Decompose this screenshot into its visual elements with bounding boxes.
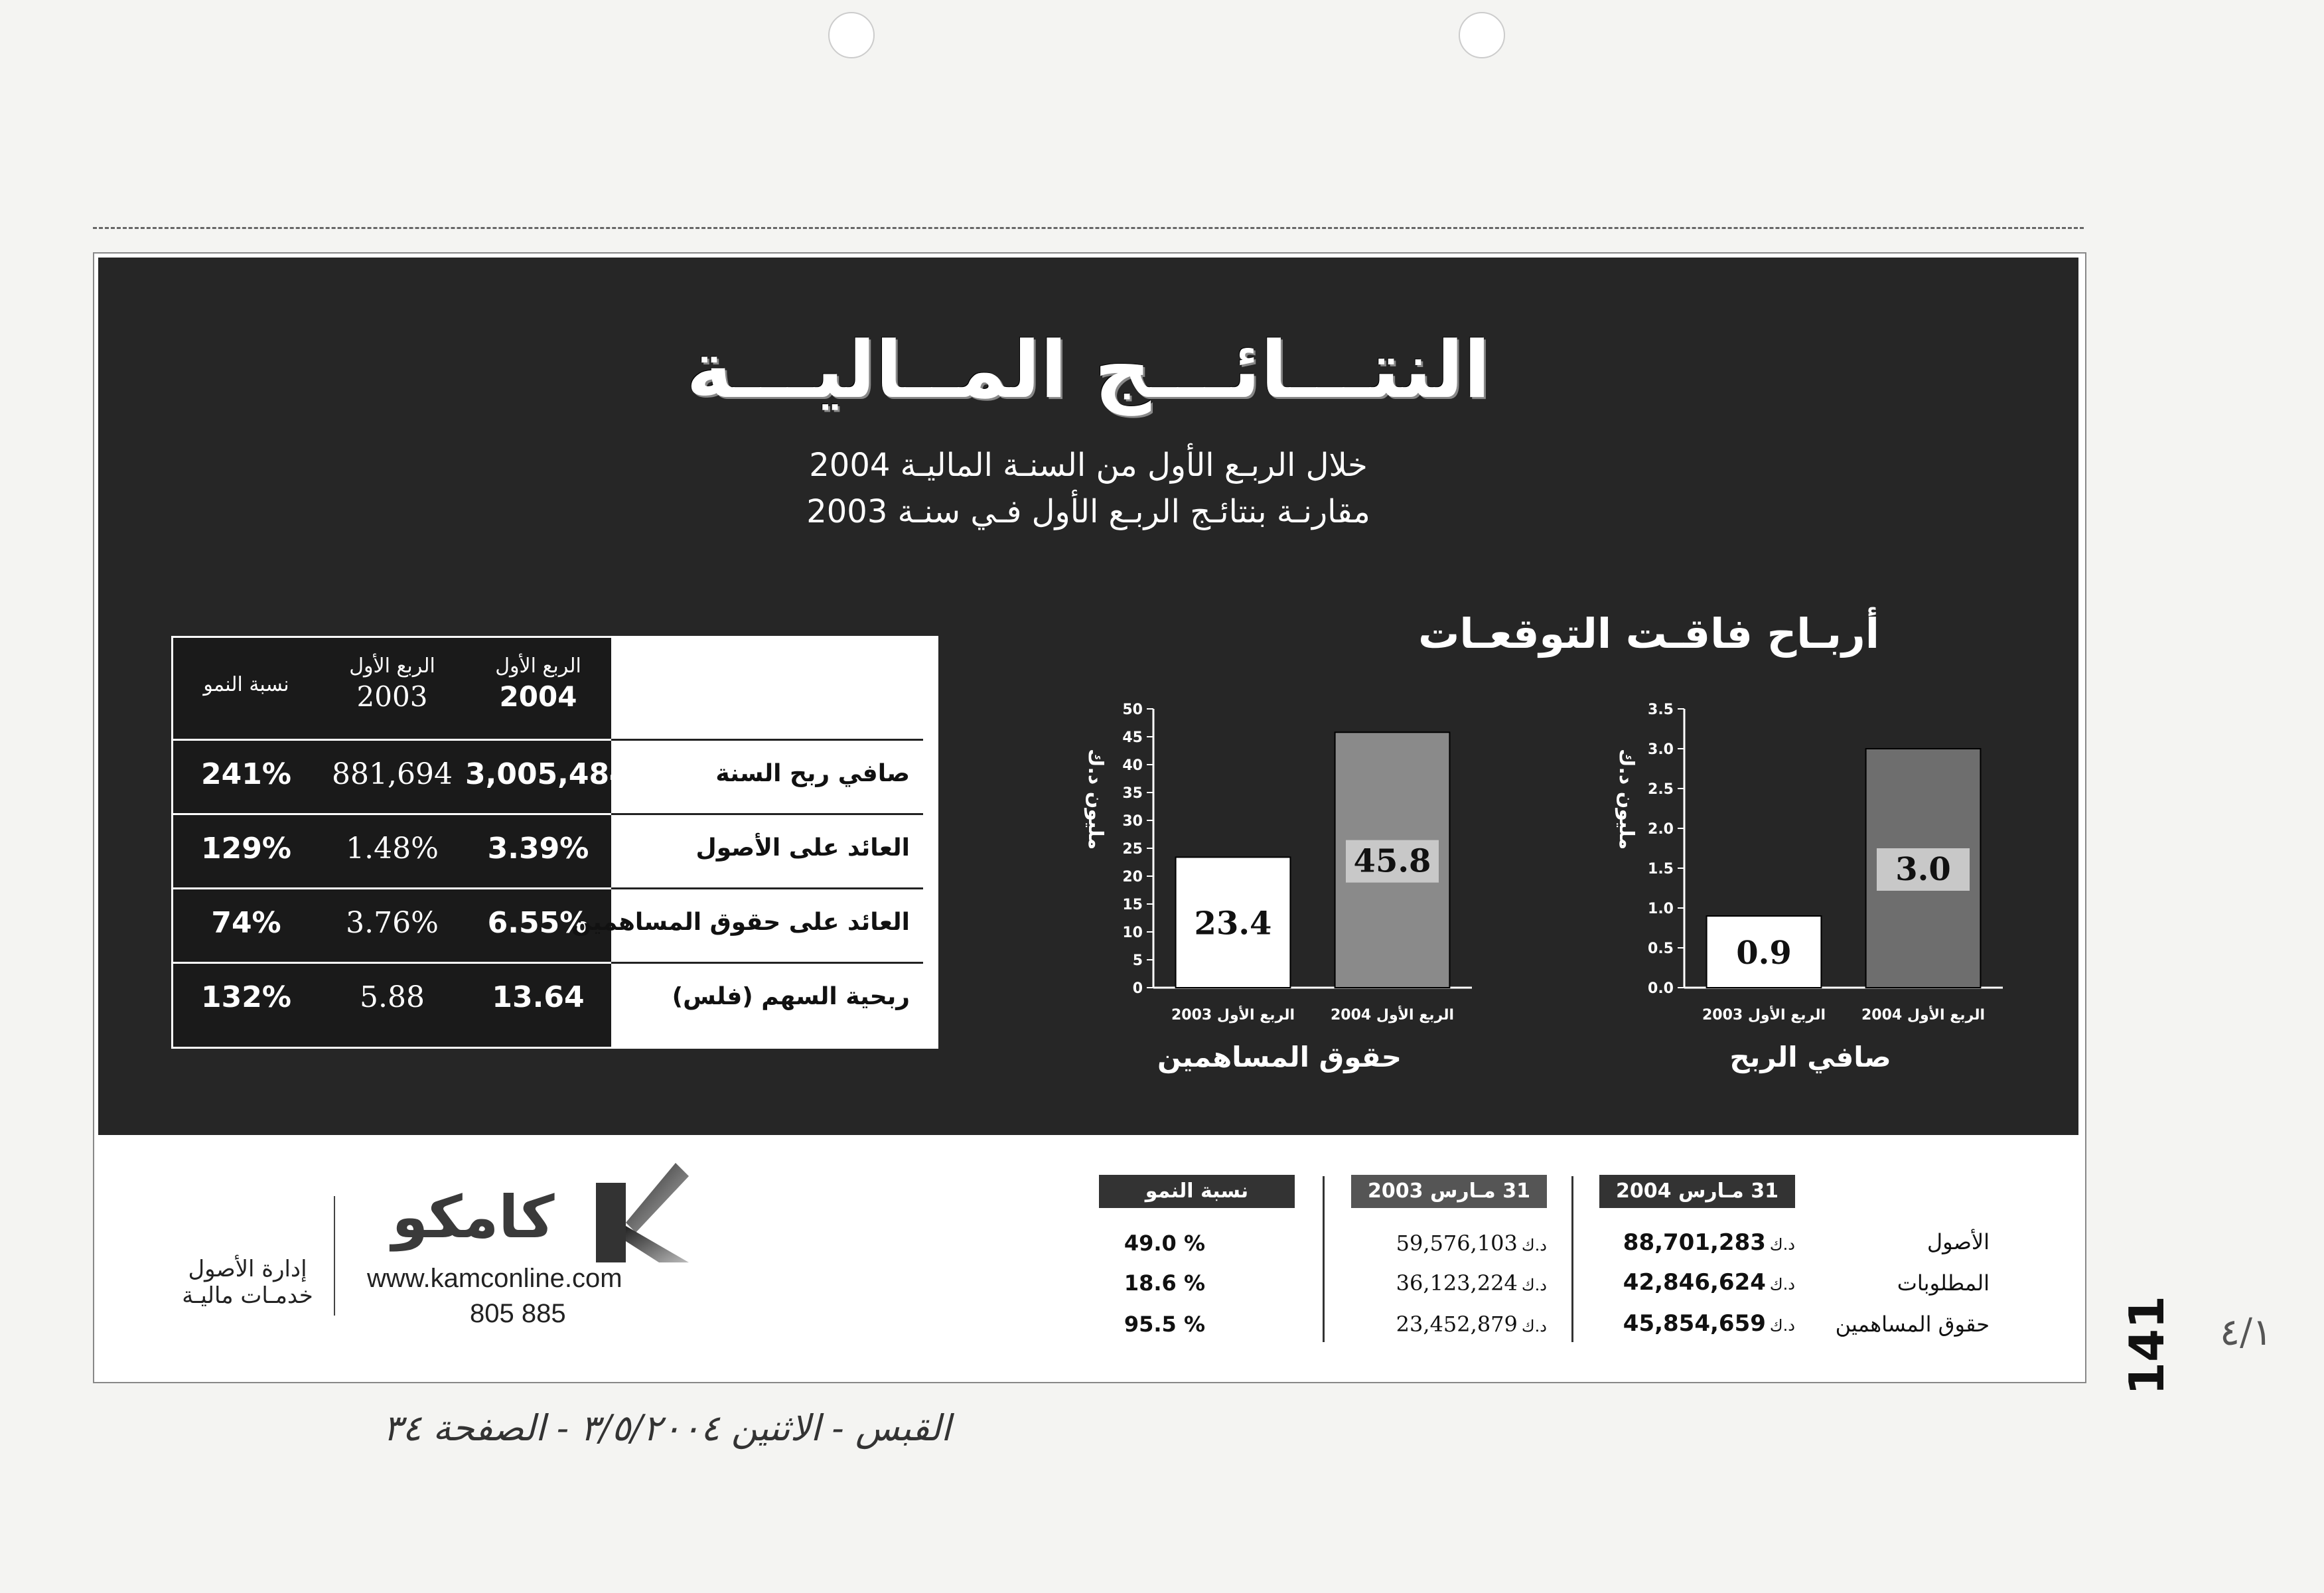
data-label: 23.4 <box>1194 905 1272 943</box>
chart-caption: حقوق المساهمين <box>1157 1041 1402 1073</box>
q1-2003-value: 3.76% <box>346 906 439 940</box>
y-tick-label: 1.0 <box>1648 901 1674 917</box>
y-tick-label: 3.0 <box>1648 741 1674 758</box>
header-q1-2004-year: 2004 <box>499 680 577 713</box>
q1-2004-value: 3.39% <box>487 832 589 866</box>
tagline-line-2: خدمـات ماليـة <box>182 1282 313 1309</box>
amount: 59,576,103 <box>1396 1231 1518 1256</box>
growth-value: 74% <box>211 906 281 940</box>
kamco-logo-icon <box>596 1163 689 1262</box>
y-tick-label: 45 <box>1122 729 1143 746</box>
y-tick-label: 50 <box>1122 702 1143 718</box>
brand-name: كامكو <box>392 1183 555 1251</box>
q1-2004-value: 13.64 <box>492 980 585 1014</box>
header-growth <box>173 654 319 696</box>
march-2003-value <box>1351 1231 1547 1256</box>
y-tick-label: 30 <box>1122 813 1143 830</box>
header-q1-2003-label: الربع الأول <box>349 654 435 678</box>
amount: 88,701,283 <box>1623 1229 1766 1256</box>
march-2003-value <box>1351 1312 1547 1337</box>
subtitle-line-2: مقارنـة بنتائـج الربـع الأول فـي سنـة 2003 <box>806 493 1370 530</box>
amount: 23,452,879 <box>1396 1312 1518 1337</box>
currency-label: د.ك <box>1769 1275 1795 1294</box>
y-tick-label: 35 <box>1122 785 1143 802</box>
section-title: أربـاح فاقـت التوقعـات <box>1418 609 1879 658</box>
growth-value: 95.5 % <box>1124 1312 1205 1337</box>
row-divider <box>611 887 923 889</box>
cut-line <box>93 227 2084 229</box>
table-row <box>173 739 936 813</box>
q1-2003-value: 881,694 <box>332 757 453 791</box>
results-table <box>171 636 938 1049</box>
header-q1-2004 <box>465 654 611 713</box>
q1-2004-value: 6.55% <box>487 906 589 940</box>
y-tick-label: 40 <box>1122 757 1143 774</box>
chart-caption: صافي الربح <box>1729 1041 1891 1073</box>
tagline-line-1: إدارة الأصول <box>188 1256 307 1282</box>
category-label: الربع الأول 2003 <box>1171 1007 1295 1024</box>
y-tick-label: 0.5 <box>1648 941 1674 957</box>
currency-label: د.ك <box>1521 1236 1547 1254</box>
page-number: 141 <box>2119 1295 2175 1396</box>
y-tick-label: 0.0 <box>1648 980 1674 997</box>
balance-row-label: الأصول <box>1926 1229 1990 1254</box>
y-tick-label: 20 <box>1122 869 1143 885</box>
row-label: صافي ربح السنة <box>715 760 910 787</box>
march-2004-value <box>1599 1269 1795 1296</box>
header-q1-2003-year: 2003 <box>356 680 428 713</box>
table-row <box>173 813 936 887</box>
currency-label: د.ك <box>1521 1317 1547 1335</box>
growth-value: 49.0 % <box>1124 1231 1205 1256</box>
y-tick-label: 0 <box>1132 980 1143 997</box>
growth-value: 129% <box>201 832 291 866</box>
header-growth: نسبة النمو <box>1099 1175 1295 1208</box>
data-label: 45.8 <box>1353 842 1431 880</box>
balance-sheet-band <box>98 1136 2078 1375</box>
amount: 45,854,659 <box>1623 1310 1766 1337</box>
phone-number: 805 885 <box>470 1299 566 1328</box>
amount: 36,123,224 <box>1396 1270 1518 1296</box>
table-row <box>173 962 936 1036</box>
currency-label: د.ك <box>1769 1316 1795 1335</box>
data-label: 0.9 <box>1736 935 1792 972</box>
march-2003-value <box>1351 1270 1547 1296</box>
handwritten-clipping-note: القبس - الاثنين ٣/٥/٢٠٠٤ - الصفحة ٣٤ <box>383 1407 951 1449</box>
y-axis-unit: مليون د.ك <box>1084 749 1107 850</box>
headline: النتـــائـــج المــاليـــة <box>686 324 1490 416</box>
y-tick-label: 10 <box>1122 925 1143 941</box>
financial-results-panel <box>98 258 2078 1135</box>
growth-value: 241% <box>201 757 291 791</box>
logo-divider <box>334 1196 335 1316</box>
y-axis-unit: مليون د.ك <box>1615 749 1638 850</box>
handwritten-margin-note: ٤/١ <box>2220 1311 2273 1354</box>
y-tick-label: 2.5 <box>1648 781 1674 798</box>
y-tick-label: 5 <box>1132 952 1143 969</box>
header-march-2003: 31 مـارس 2003 <box>1351 1175 1547 1208</box>
y-tick-label: 15 <box>1122 897 1143 913</box>
row-label: ربحية السهم (فلس) <box>672 983 910 1010</box>
amount: 42,846,624 <box>1623 1269 1766 1296</box>
table-row <box>173 887 936 962</box>
balance-row-label: المطلوبات <box>1897 1270 1990 1296</box>
header-march-2004: 31 مـارس 2004 <box>1599 1175 1795 1208</box>
shareholders-equity-chart-svg <box>1074 696 1485 1041</box>
q1-2004-value: 3,005,484 <box>465 757 630 791</box>
punch-hole-left <box>828 12 875 58</box>
q1-2003-value: 5.88 <box>360 980 425 1014</box>
brand-tagline <box>165 1256 330 1309</box>
growth-value: 18.6 % <box>1124 1270 1205 1296</box>
data-label: 3.0 <box>1895 851 1951 888</box>
y-tick-label: 2.0 <box>1648 821 1674 838</box>
currency-label: د.ك <box>1769 1235 1795 1254</box>
y-tick-label: 1.5 <box>1648 861 1674 877</box>
row-divider <box>611 739 923 741</box>
punch-hole-right <box>1459 12 1505 58</box>
y-tick-label: 25 <box>1122 841 1143 858</box>
shareholders-equity-chart <box>1074 696 1485 1094</box>
header-growth-label: نسبة النمو <box>203 673 289 696</box>
row-divider <box>611 962 923 964</box>
march-2004-value <box>1599 1310 1795 1337</box>
balance-row-label: حقوق المساهمين <box>1835 1312 1990 1337</box>
y-tick-label: 3.5 <box>1648 702 1674 718</box>
header-q1-2004-label: الربع الأول <box>495 654 581 678</box>
growth-value: 132% <box>201 980 291 1014</box>
row-divider <box>611 813 923 815</box>
row-label: العائد على حقوق المساهمين <box>571 909 910 936</box>
march-2004-value <box>1599 1229 1795 1256</box>
q1-2003-value: 1.48% <box>346 832 439 866</box>
website-link[interactable]: www.kamconline.com <box>367 1264 622 1293</box>
currency-label: د.ك <box>1521 1276 1547 1294</box>
subtitle-line-1: خلال الربـع الأول من السنـة الماليـة 2004 <box>809 447 1368 484</box>
category-label: الربع الأول 2004 <box>1330 1007 1455 1024</box>
column-separator <box>1571 1176 1573 1342</box>
category-label: الربع الأول 2003 <box>1702 1007 1826 1024</box>
category-label: الربع الأول 2004 <box>1861 1007 1986 1024</box>
header-q1-2003 <box>319 654 465 713</box>
net-profit-chart <box>1605 696 2016 1094</box>
net-profit-chart-svg <box>1605 696 2016 1041</box>
row-label: العائد على الأصول <box>695 834 910 862</box>
column-separator <box>1323 1176 1325 1342</box>
